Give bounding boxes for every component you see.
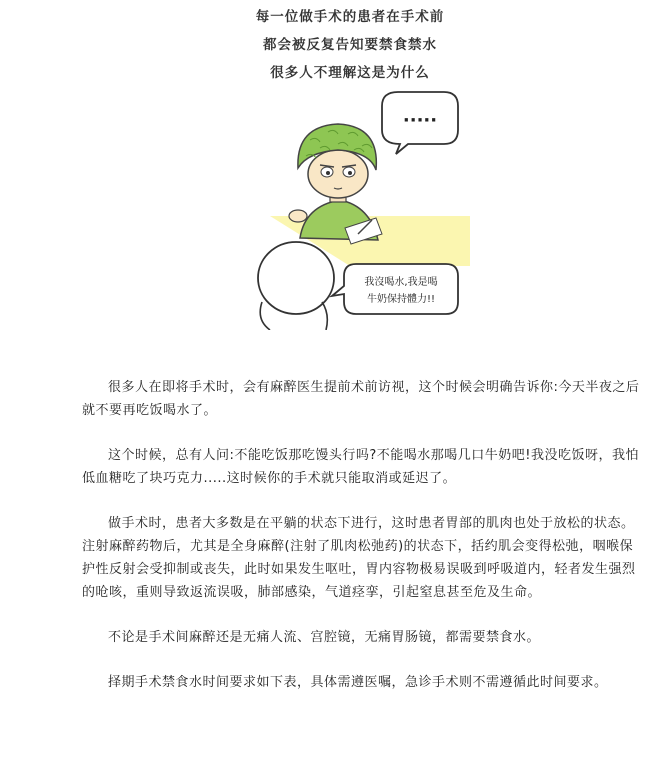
paragraph: 不论是手术间麻醉还是无痛人流、宫腔镜，无痛胃肠镜，都需要禁食水。 [108, 630, 541, 645]
header-image [230, 0, 470, 330]
speech-line-1: 我沒喝水,我是喝 [364, 277, 438, 288]
cartoon-illustration [230, 88, 470, 330]
paragraph: 这个时候，总有人问:不能吃饭那吃馒头行吗?不能喝水那喝几口牛奶吧!我没吃饭呀，我怕低血糖吃了块巧克力.....这时候你的手术就只能取消或延迟了。 [82, 448, 639, 486]
paragraph: 很多人在即将手术时，会有麻醉医生提前术前访视，这个时候会明确告诉你:今天半夜之后就不要再吃饭喝水了。 [82, 380, 640, 418]
speech-bubble [332, 264, 458, 314]
doctor-face [308, 150, 368, 198]
paragraph: 做手术时，患者大多数是在平躺的状态下进行，这时患者胃部的肌肉也处于放松的状态。注射麻醉药物后，尤其是全身麻醉(注射了肌肉松弛药)的状态下，括约肌会变得松弛，咽喉保护性反射会受抑制或丧失，此时如果发生呕吐，胃内容物极易误吸到呼吸道内，轻者发生强烈的呛咳，重则导致返流误吸，肺部感染，气道痉挛，引起窒息甚至危及生命。 [82, 516, 636, 600]
paragraph: 择期手术禁食水时间要求如下表，具体需遵医嘱，急诊手术则不需遵循此时间要求。 [108, 675, 608, 690]
header-caption: 很多人不理解这是为什么 [270, 65, 430, 81]
header-caption: 每一位做手术的患者在手术前 [255, 9, 445, 25]
header-caption: 都会被反复告知要禁食禁水 [263, 37, 437, 53]
thought-bubble-text: ····· [402, 110, 438, 131]
speech-line-2: 牛奶保持體力!! [366, 294, 436, 305]
article-body [82, 376, 642, 716]
